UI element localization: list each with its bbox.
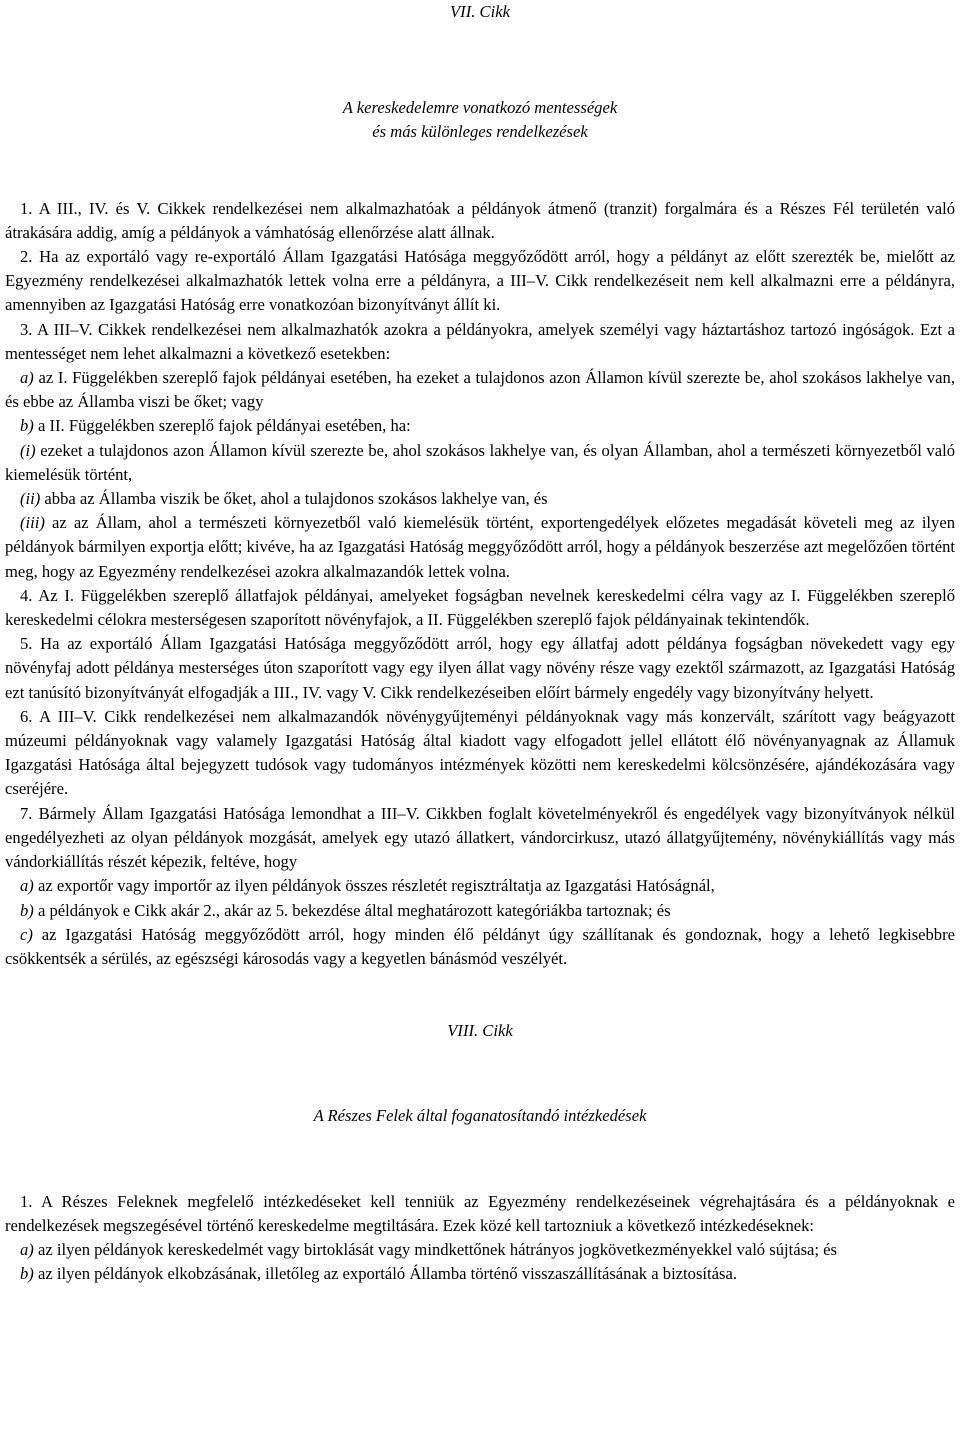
item-label-b: b)	[20, 900, 34, 920]
paragraph-vii-3: 3. A III–V. Cikkek rendelkezései nem alkalmazhatók azokra a példányokra, amelyek személyi vagy háztartáshoz tartozó ingóságok. Ezt a mentességet nem lehet alkalmazni a következő esetekben:	[5, 319, 955, 363]
item-label-ii: (ii)	[20, 489, 41, 509]
paragraph-vii-1: 1. A III., IV. és V. Cikkek rendelkezései nem alkalmazhatóak a példányok átmenő (tranzit) forgalmára és a Részes Fél területén való átrakására addig, amíg a példányok a vámhatóság ellenőrzése alatt állnak.	[5, 198, 955, 242]
paragraph-vii-3a	[5, 366, 955, 414]
item-label-a: a)	[20, 876, 34, 896]
paragraph-vii-3b-ii	[5, 487, 955, 511]
article-heading-viii: VIII. Cikk	[447, 1021, 513, 1041]
item-label-i: (i)	[20, 440, 36, 460]
item-text: az exportőr vagy importőr az ilyen példányok összes részletét regisztráltatja az Igazgatási Hatóságnál,	[33, 876, 715, 896]
article-title-vii-line1: A kereskedelemre vonatkozó mentességek	[342, 98, 618, 118]
item-label-b: b)	[20, 416, 34, 436]
paragraph-vii-4: 4. Az I. Függelékben szereplő állatfajok példányai, amelyeket fogságban nevelnek kereskedelmi célra vagy az I. Függelékben szereplő kereskedelmi célokra mesterségesen szaporított növényfajok, a II. Függelékben szereplő fajok példányainak tekintendők.	[5, 585, 955, 630]
article-title-vii-line2: és más különleges rendelkezések	[372, 122, 588, 142]
paragraph-vii-7c	[5, 923, 955, 971]
document-page	[5, 0, 955, 1286]
article-heading-vii: VII. Cikk	[450, 2, 510, 21]
article-title-viii: A Részes Felek által foganatosítandó intézkedések	[313, 1106, 647, 1126]
paragraph-viii-1a	[5, 1238, 955, 1262]
paragraph-vii-3b	[5, 414, 955, 438]
item-label-c: c)	[20, 924, 33, 944]
paragraph-vii-6: 6. A III–V. Cikk rendelkezései nem alkalmazandók növénygyűjteményi példányoknak vagy más konzervált, szárított vagy beágyazott múzeumi példányoknak vagy valamely Igazgatási Hatóság által kiadott vagy elfogadott jellel ellátott élő növényanyagnak az Államuk Igazgatási Hatósága által bejegyzett tudósok vagy tudományos intézmények közötti nem kereskedelmi kölcsönzésére, ajándékozására vagy cseréjére.	[5, 706, 955, 799]
paragraph-vii-3b-i	[5, 439, 955, 487]
item-text: a II. Függelékben szereplő fajok példányai esetében, ha:	[33, 416, 411, 436]
item-label-a: a)	[20, 1239, 34, 1259]
item-label-a: a)	[20, 368, 34, 388]
paragraph-viii-1: 1. A Részes Feleknek megfelelő intézkedéseket kell tenniük az Egyezmény rendelkezéseinek végrehajtására és a példányoknak e rendelkezések megszegésével történő kereskedelme megtiltására. Ezek közé kell tartozniuk a következő intézkedéseknek:	[5, 1191, 955, 1235]
item-text: abba az Államba viszik be őket, ahol a tulajdonos szokásos lakhelye van, és	[40, 489, 548, 509]
item-text: az I. Függelékben szereplő fajok példányai esetében, ha ezeket a tulajdonos azon Államon kívül szerezte be, ahol szokásos lakhelye van, és ebbe az Államba viszi be őket; vagy	[5, 368, 955, 412]
item-text: ezeket a tulajdonos azon Államon kívül szerezte be, ahol szokásos lakhelye van, és olyan Államban, ahol a természeti környezetből való kiemelésük történt,	[5, 440, 955, 484]
item-text: az az Állam, ahol a természeti környezetből való kiemelésük történt, exportengedélyek előzetes megadását követeli meg az ilyen példányok bármilyen exportja előtt; kivéve, ha az Igazgatási Hatóság meggyőződött arról, hogy a példányok beszerzése azt megelőzően történt meg, hogy az Egyezmény rendelkezései azokra alkalmazandók lettek volna.	[5, 513, 955, 581]
paragraph-viii-1b	[5, 1262, 955, 1286]
paragraph-vii-5: 5. Ha az exportáló Állam Igazgatási Hatósága meggyőződött arról, hogy egy állatfaj adott példánya fogságban növekedett vagy egy növényfaj adott példánya mesterséges úton szaporított vagy egy ilyen állat vagy növény része vagy ezektől származott, az Igazgatási Hatóság ezt tanúsító bizonyítványát elfogadják a III., IV. vagy V. Cikk rendelkezéseiben előírt bármely engedély vagy bizonyítvány helyett.	[5, 634, 955, 702]
item-label-iii: (iii)	[20, 513, 45, 533]
paragraph-vii-2: 2. Ha az exportáló vagy re-exportáló Állam Igazgatási Hatósága meggyőződött arról, hogy a példányt az előtt szerezték be, mielőtt az Egyezmény rendelkezései alkalmazhatók lettek volna erre a példányra, a III–V. Cikk rendelkezéseit nem kell alkalmazni erre a példányra, amennyiben az Igazgatási Hatóság erre vonatkozóan bizonyítványt állít ki.	[5, 247, 955, 315]
item-text: az Igazgatási Hatóság meggyőződött arról, hogy minden élő példányt úgy szállítanak és gondoznak, hogy a lehető legkisebbre csökkentsék a sérülés, az egészségi károsodás vagy a kegyetlen bánásmód veszélyét.	[5, 924, 955, 968]
paragraph-vii-7a	[5, 874, 955, 898]
paragraph-vii-7: 7. Bármely Állam Igazgatási Hatósága lemondhat a III–V. Cikkben foglalt követelményekről és engedélyek vagy bizonyítványok nélkül engedélyezheti az olyan példányok mozgását, amelyek egy utazó állatkert, vándorcirkusz, utazó állatgyűjtemény, növénykiállítás vagy más vándorkiállítás részét képezik, feltéve, hogy	[5, 803, 955, 872]
paragraph-vii-3b-iii	[5, 511, 955, 584]
item-text: az ilyen példányok kereskedelmét vagy birtoklását vagy mindkettőnek hátrányos jogkövetkezményekkel való sújtása; és	[33, 1239, 837, 1259]
item-text: a példányok e Cikk akár 2., akár az 5. bekezdése által meghatározott kategóriákba tartoznak; és	[33, 900, 671, 920]
paragraph-vii-7b	[5, 899, 955, 923]
item-label-b: b)	[20, 1264, 34, 1284]
item-text: az ilyen példányok elkobzásának, illetőleg az exportáló Államba történő visszaszállításának a biztosítása.	[33, 1264, 737, 1284]
